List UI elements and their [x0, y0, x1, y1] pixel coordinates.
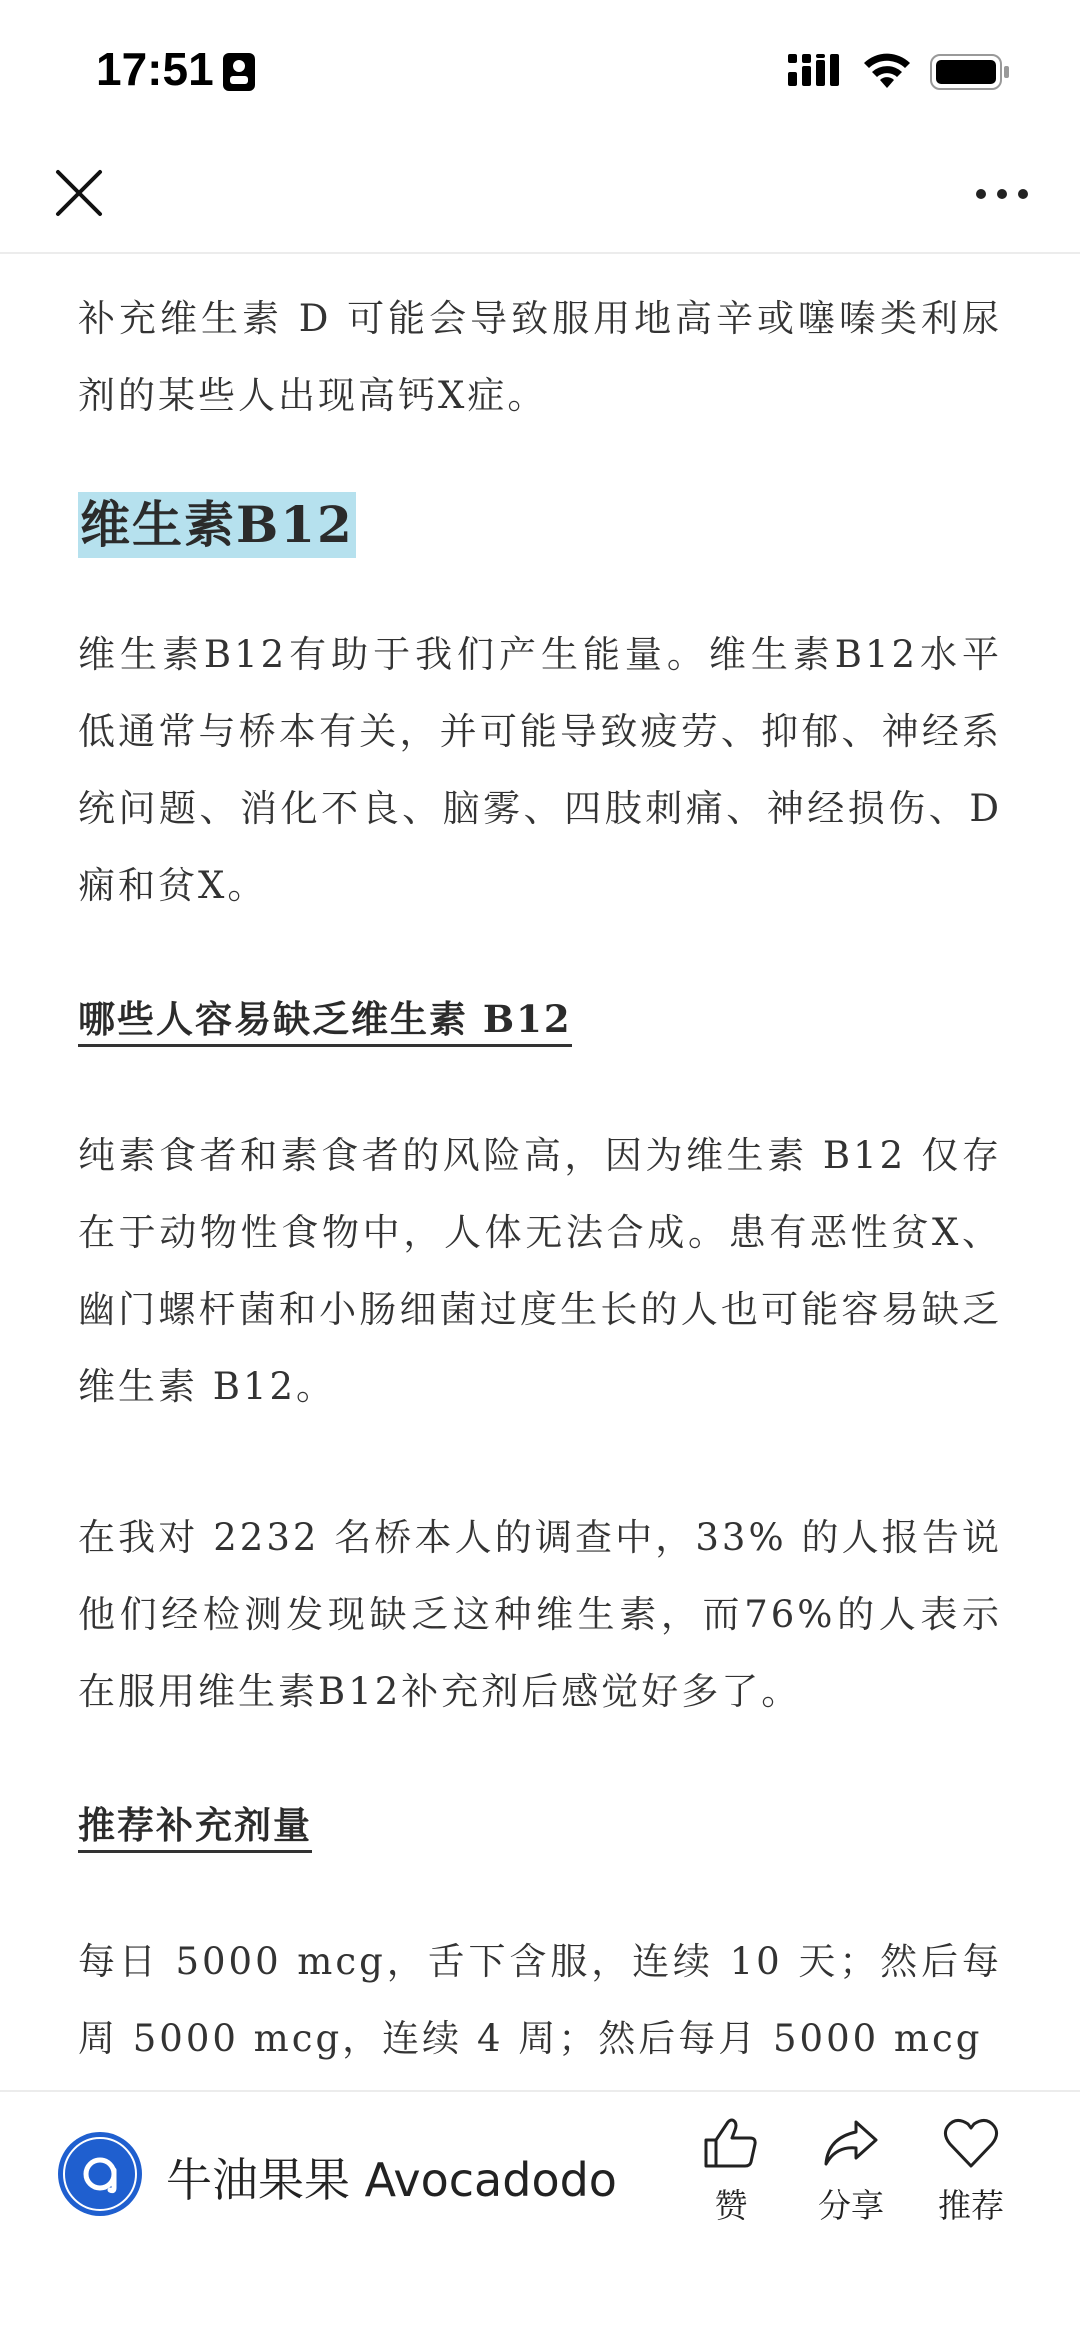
- section-heading-b12: 维生素B12: [78, 492, 356, 558]
- bottom-bar: [0, 2090, 1080, 2339]
- brand-logo[interactable]: [58, 2132, 142, 2216]
- thumbs-up-icon: [702, 2116, 760, 2170]
- more-icon[interactable]: [974, 186, 1030, 202]
- battery-icon: [930, 54, 1010, 90]
- subheading-who: 哪些人容易缺乏维生素 B12: [78, 994, 572, 1047]
- paragraph-intro: 补充维生素 D 可能会导致服用地高辛或噻嗪类利尿剂的某些人出现高钙X症。: [78, 297, 1002, 417]
- status-bar: [0, 0, 1080, 140]
- id-card-icon: [222, 52, 256, 92]
- paragraph-survey: 在我对 2232 名桥本人的调查中，33% 的人报告说他们经检测发现缺乏这种维生素，而76%的人表示在服用维生素B12补充剂后感觉好多了。: [78, 1516, 1002, 1713]
- subheading-dose: 推荐补充剂量: [78, 1800, 312, 1853]
- recommend-button[interactable]: [916, 2116, 1026, 2227]
- signal-icon: [788, 54, 844, 88]
- like-button[interactable]: [676, 2116, 786, 2227]
- paragraph-who: 纯素食者和素食者的风险高，因为维生素 B12 仅存在于动物性食物中，人体无法合成。患有恶性贫X、幽门螺杆菌和小肠细菌过度生长的人也可能容易缺乏维生素 B12。: [78, 1134, 1002, 1408]
- section-heading-wrap: [78, 492, 1002, 558]
- paragraph-b12: 维生素B12有助于我们产生能量。维生素B12水平低通常与桥本有关，并可能导致疲劳、抑郁、神经系统问题、消化不良、脑雾、四肢刺痛、神经损伤、D痫和贫X。: [78, 633, 1002, 907]
- subheading-dose-wrap: [78, 1800, 1002, 1853]
- nav-bar: [0, 140, 1080, 254]
- spacer: [78, 1425, 1002, 1499]
- avocado-logo-icon: [58, 2132, 142, 2216]
- like-label: 赞: [714, 2186, 748, 2225]
- recommend-label: 推荐: [938, 2186, 1004, 2225]
- article-content: [78, 252, 1002, 2090]
- heart-icon: [942, 2116, 1000, 2170]
- wifi-icon: [862, 50, 912, 90]
- subheading-who-wrap: [78, 994, 1002, 1047]
- share-button[interactable]: [796, 2116, 906, 2227]
- paragraph-dose: 每日 5000 mcg，舌下含服，连续 10 天；然后每周 5000 mcg，连续 4 周；然后每月 5000 mcg: [78, 1940, 1002, 2060]
- share-arrow-icon: [822, 2116, 880, 2170]
- brand-name[interactable]: 牛油果果 Avocadodo: [166, 2153, 617, 2207]
- status-time: 17:51: [96, 43, 214, 95]
- close-icon[interactable]: [54, 168, 104, 218]
- share-label: 分享: [818, 2186, 884, 2225]
